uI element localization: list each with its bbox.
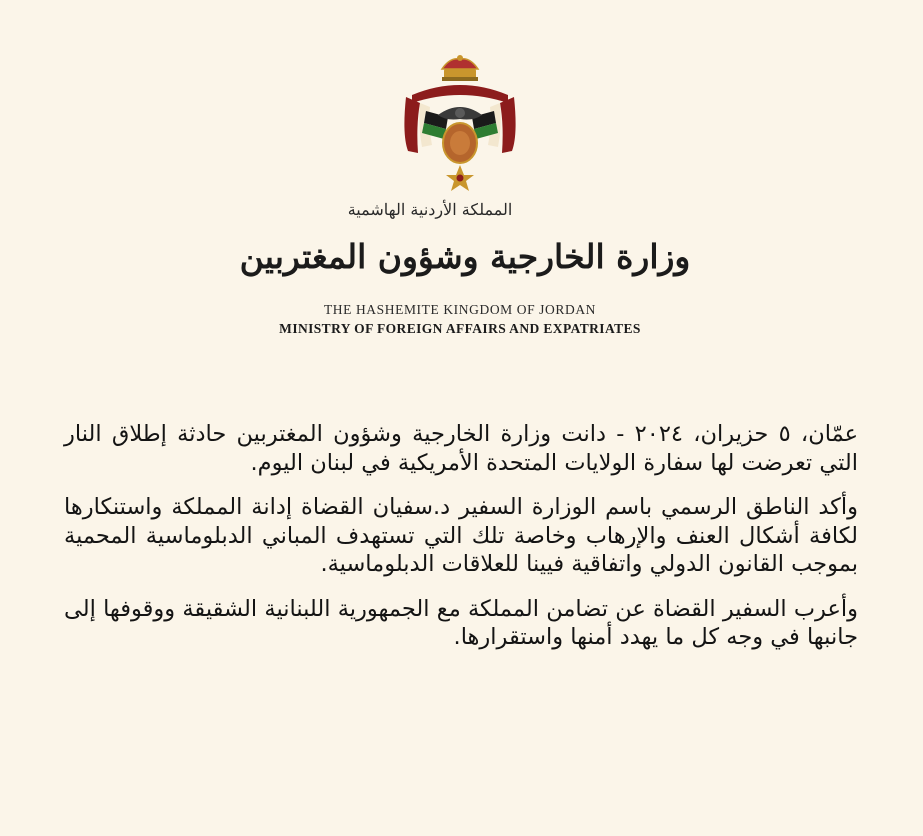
paragraph-spokesperson: وأكد الناطق الرسمي باسم الوزارة السفير د.سفيان القضاة إدانة المملكة واستنكارها لكافة أشكال العنف والإرهاب وخاصة تلك التي تستهدف المباني الدبلوماسية المحمية بموجب القانون الدولي واتفاقية فيينا للعلاقات الدبلوماسية.	[64, 494, 858, 577]
order-star-icon	[446, 165, 474, 191]
eagle-icon	[438, 107, 482, 120]
press-release-body	[64, 420, 858, 668]
paragraph-solidarity: وأعرب السفير القضاة عن تضامن المملكة مع الجمهورية اللبنانية الشقيقة ووقوفها إلى جانبها في وجه كل ما يهدد أمنها واستقرارها.	[64, 595, 858, 650]
ministry-name-arabic: وزارة الخارجية وشؤون المغتربين	[239, 237, 691, 276]
shield-icon	[443, 123, 477, 163]
ministry-name-english: MINISTRY OF FOREIGN AFFAIRS AND EXPATRIATES	[279, 321, 641, 336]
coat-of-arms-icon	[398, 55, 522, 193]
kingdom-name-english: THE HASHEMITE KINGDOM OF JORDAN	[323, 302, 597, 317]
kingdom-name-arabic: المملكة الأردنية الهاشمية	[347, 200, 513, 219]
crown-icon	[442, 55, 478, 81]
paragraph-condemnation: عمّان، ٥ حزيران، ٢٠٢٤ - دانت وزارة الخارجية وشؤون المغتربين حادثة إطلاق النار التي تعرضت لها سفارة الولايات المتحدة الأمريكية في لبنان اليوم.	[64, 421, 859, 476]
